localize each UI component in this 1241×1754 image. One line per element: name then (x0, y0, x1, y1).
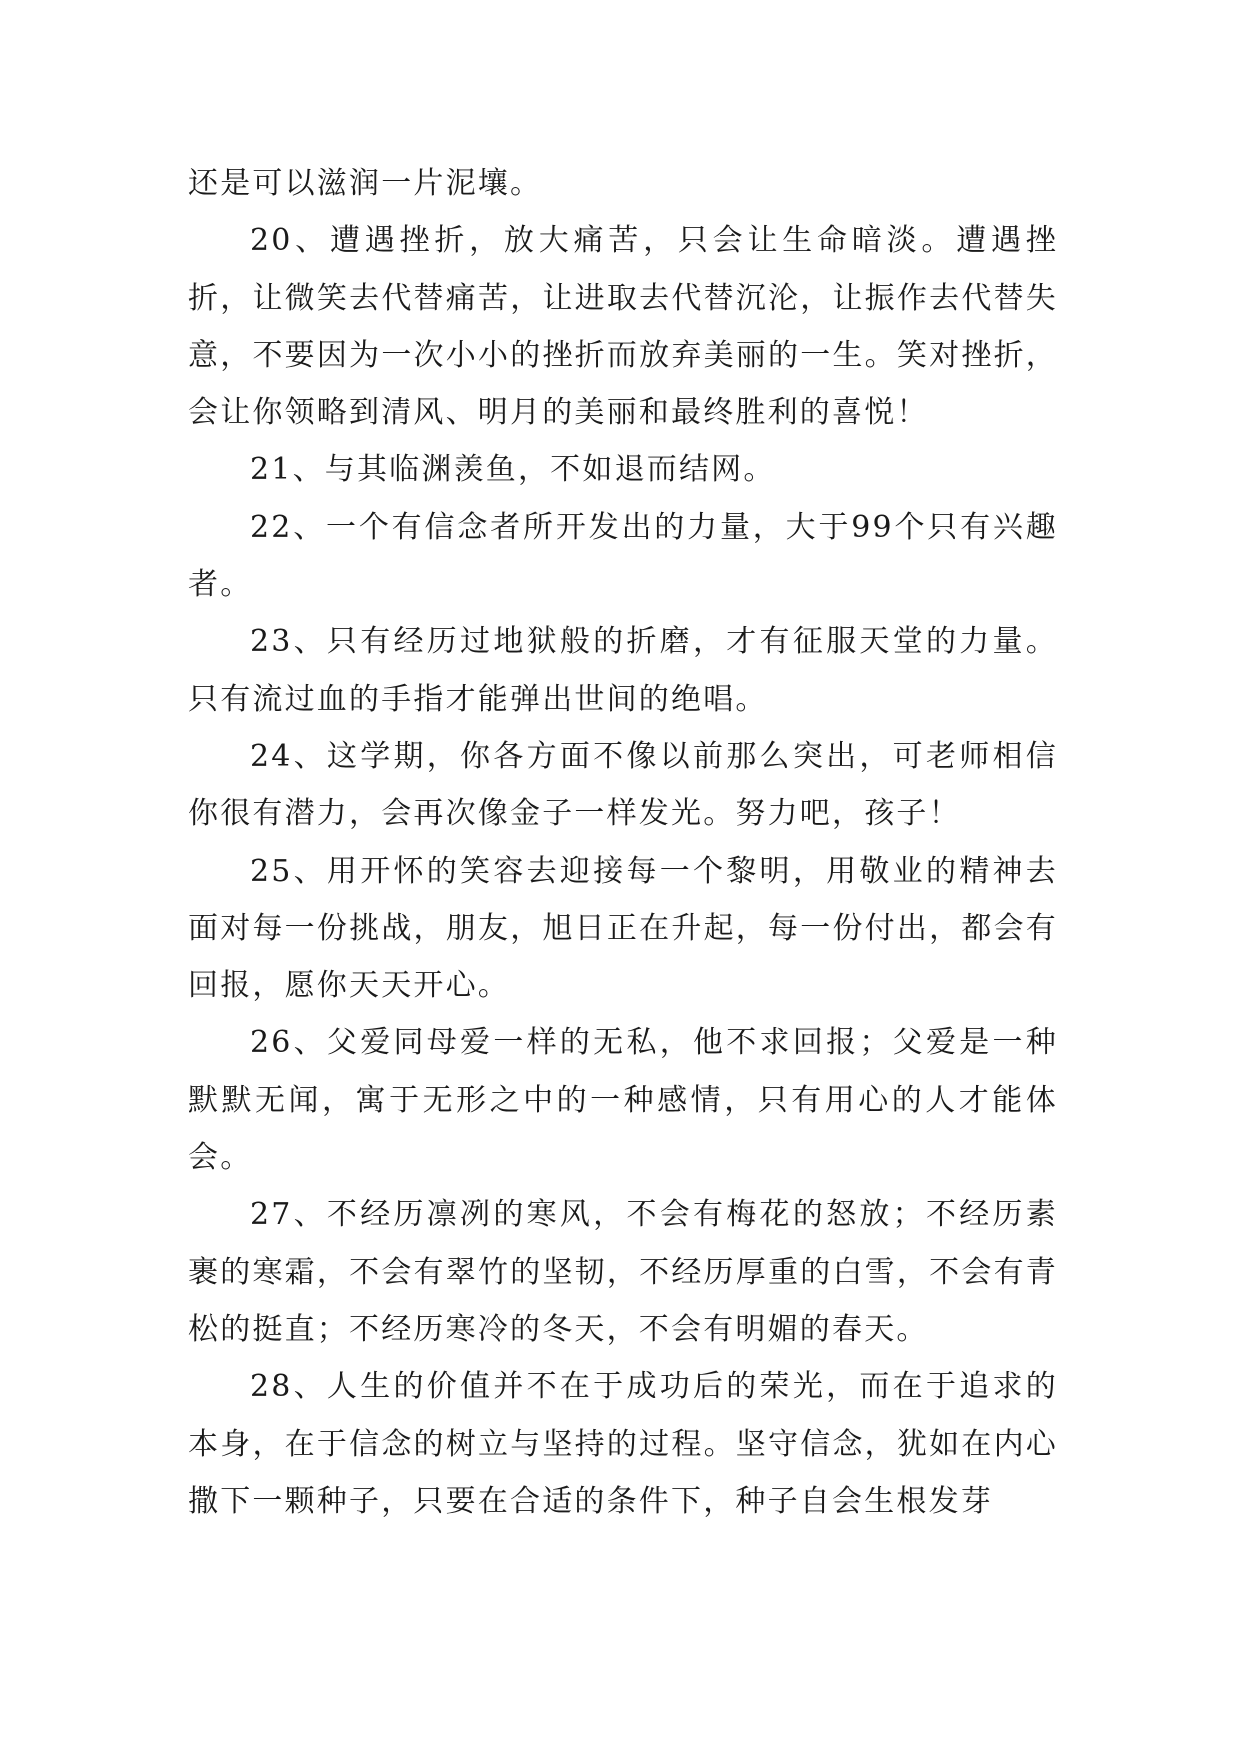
paragraph-item-28: 28、人生的价值并不在于成功后的荣光，而在于追求的本身，在于信念的树立与坚持的过程。坚守信念，犹如在内心撒下一颗种子，只要在合适的条件下，种子自会生根发芽 (188, 1369, 1058, 1519)
paragraph-item-22: 22、一个有信念者所开发出的力量，大于99个只有兴趣者。 (188, 509, 1058, 603)
paragraph-item-21: 21、与其临渊羡鱼，不如退而结网。 (250, 452, 776, 488)
paragraph-item-27: 27、不经历凛冽的寒风，不会有梅花的怒放；不经历素裹的寒霜，不会有翠竹的坚韧，不经历厚重的白雪，不会有青松的挺直；不经历寒冷的冬天，不会有明媚的春天。 (188, 1197, 1058, 1347)
paragraph-item-25: 25、用开怀的笑容去迎接每一个黎明，用敬业的精神去面对每一份挑战，朋友，旭日正在升起，每一份付出，都会有回报，愿你天天开心。 (188, 853, 1058, 1004)
paragraph-item-24: 24、这学期，你各方面不像以前那么突出，可老师相信你很有潜力，会再次像金子一样发光。努力吧，孩子！ (188, 738, 1058, 832)
paragraph-item-20: 20、遭遇挫折，放大痛苦，只会让生命暗淡。遭遇挫折，让微笑去代替痛苦，让进取去代替沉沦，让振作去代替失意，不要因为一次小小的挫折而放弃美丽的一生。笑对挫折，会让你领略到清风、明月的美丽和最终胜利的喜悦！ (188, 223, 1058, 431)
paragraph-item-23: 23、只有经历过地狱般的折磨，才有征服天堂的力量。只有流过血的手指才能弹出世间的绝唱。 (188, 624, 1058, 717)
paragraph-item-26: 26、父爱同母爱一样的无私，他不求回报；父爱是一种默默无闻，寓于无形之中的一种感情，只有用心的人才能体会。 (188, 1025, 1058, 1176)
document-body (188, 155, 1058, 1530)
paragraph-continuation: 还是可以滋润一片泥壤。 (188, 166, 543, 201)
